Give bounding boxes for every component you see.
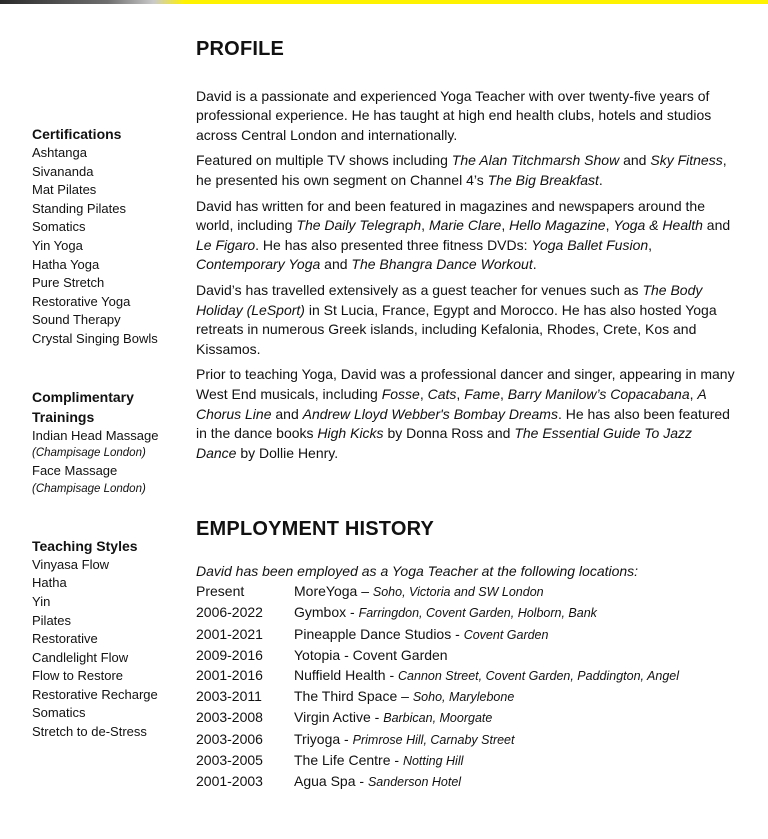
profile-paragraph-4 [196, 281, 736, 359]
venue-name: Gymbox [294, 604, 347, 621]
employment-years: 2001-2021 [196, 625, 263, 642]
employment-years: 2003-2006 [196, 730, 263, 747]
text-run: David’s has travelled extensively as a guest teacher for venues such as [196, 281, 643, 298]
certification-item: Yin Yoga [32, 237, 83, 253]
employment-section [196, 520, 736, 792]
employment-venue [294, 624, 679, 645]
venue-name: The Third Space [294, 688, 398, 705]
sidebar [32, 124, 192, 742]
employment-venue [294, 686, 679, 707]
title-reference: High Kicks [317, 425, 384, 442]
venue-location: Covent Garden [463, 627, 549, 642]
trainings-heading-line2: Trainings [32, 408, 95, 425]
certification-item: Standing Pilates [32, 200, 126, 216]
employment-row [196, 665, 679, 686]
title-reference: Yoga & Health [613, 217, 703, 234]
venue-name: Nuffield Health [294, 667, 386, 683]
teaching-styles-heading: Teaching Styles [32, 537, 138, 554]
text-run: , [648, 236, 653, 253]
employment-row [196, 686, 679, 707]
employment-years: 2003-2005 [196, 751, 263, 768]
teaching-style-item: Stretch to de-Stress [32, 724, 147, 740]
venue-separator: - [346, 604, 359, 621]
employment-venue [294, 645, 679, 665]
certification-item: Mat Pilates [32, 182, 97, 198]
certification-item: Crystal Singing Bowls [32, 330, 158, 346]
employment-venue [294, 665, 679, 686]
employment-row [196, 645, 679, 665]
certifications-heading: Certifications [32, 126, 122, 142]
text-run: and [320, 256, 352, 273]
employment-years: Present [196, 583, 245, 600]
venue-separator: - [355, 773, 368, 790]
venue-separator: - [385, 667, 399, 683]
certification-item: Somatics [32, 219, 86, 235]
employment-intro: David has been employed as a Yoga Teacher at the following locations: [196, 562, 639, 579]
title-reference: Andrew Lloyd Webber's Bombay Dreams [302, 405, 558, 422]
text-run: in St Lucia, France, Egypt and Morocco. He has also hosted Yoga retreats in numerous Greek islands, including Kefalonia, Rhodes, Crete, Kos and Kissamos. [196, 301, 717, 357]
venue-location: Cannon Street, Covent Garden, Paddington, Angel [398, 669, 680, 683]
teaching-style-item: Restorative [32, 631, 98, 647]
employment-years: 2006-2022 [196, 604, 263, 621]
employment-heading: EMPLOYMENT HISTORY [196, 518, 435, 540]
employment-years: 2001-2016 [196, 667, 263, 683]
title-reference: The Bhangra Dance Workout [351, 256, 533, 273]
venue-location: Barbican, Moorgate [383, 711, 493, 726]
text-run: . [598, 171, 603, 188]
text-run: , [456, 385, 465, 402]
profile-section [196, 40, 736, 469]
employment-venue [294, 581, 679, 602]
certification-item: Ashtanga [32, 145, 87, 160]
employment-years: 2003-2008 [196, 709, 263, 726]
text-run: and [271, 405, 303, 422]
text-run: . He has also been featured in the dance books [196, 405, 730, 442]
teaching-style-item: Pilates [32, 612, 72, 628]
top-accent-bar [0, 0, 768, 4]
profile-paragraph-2 [196, 151, 736, 190]
text-run: , [500, 385, 508, 402]
text-run: , [419, 385, 428, 402]
title-reference: Sky Fitness [650, 152, 723, 169]
title-reference: Barry Manilow’s Copacabana [507, 385, 690, 402]
text-run: . He has also presented three fitness DVDs: [255, 236, 532, 253]
profile-heading: PROFILE [196, 38, 285, 60]
venue-name: Agua Spa [294, 773, 356, 790]
venue-separator: - [370, 709, 384, 726]
title-reference: The Alan Titchmarsh Show [451, 152, 620, 169]
training-note: (Champisage London) [32, 447, 146, 460]
text-run: and [702, 217, 731, 234]
title-reference: Le Figaro [196, 236, 256, 253]
venue-separator: - [390, 751, 403, 768]
title-reference: A Chorus Line [196, 385, 707, 422]
employment-row [196, 750, 679, 771]
profile-paragraph-5 [196, 365, 736, 463]
venue-separator: – [397, 688, 413, 705]
title-reference: Fosse [381, 385, 420, 402]
venue-location: Primrose Hill, Carnaby Street [352, 732, 515, 747]
text-run: by Dollie Henry. [236, 444, 339, 461]
text-run: David has written for and been featured in magazines and newspapers around the world, including [196, 197, 705, 234]
text-run: , [421, 217, 429, 234]
employment-years: 2009-2016 [196, 646, 263, 663]
text-run: by Donna Ross and [383, 425, 515, 442]
title-reference: Marie Clare [428, 217, 502, 234]
teaching-style-item: Hatha [32, 575, 67, 591]
venue-separator: – [357, 583, 373, 600]
venue-name: Yotopia - Covent Garden [294, 646, 448, 663]
text-run: , [689, 385, 698, 402]
training-name: Face Massage [32, 463, 118, 479]
training-item [32, 427, 192, 463]
employment-years: 2003-2011 [196, 688, 262, 705]
employment-venue [294, 750, 679, 771]
training-note: (Champisage London) [32, 482, 146, 495]
employment-venue [294, 602, 679, 623]
venue-location: Notting Hill [402, 753, 464, 768]
title-reference: The Body Holiday (LeSport) [196, 281, 703, 318]
venue-location: Soho, Victoria and SW London [372, 585, 544, 600]
teaching-style-item: Somatics [32, 705, 86, 721]
title-reference: Cats [427, 385, 457, 402]
venue-name: Virgin Active [294, 709, 371, 726]
employment-row [196, 602, 679, 623]
training-name: Indian Head Massage [32, 427, 159, 443]
venue-location: Farringdon, Covent Garden, Holborn, Bank [358, 606, 597, 621]
profile-paragraph-3 [196, 197, 736, 275]
certifications-section [32, 124, 192, 349]
employment-row [196, 729, 679, 750]
certification-item: Sivananda [32, 163, 94, 179]
title-reference: The Daily Telegraph [296, 217, 422, 234]
certification-item: Sound Therapy [32, 312, 121, 328]
employment-venue [294, 707, 679, 728]
title-reference: Hello Magazine [509, 217, 606, 234]
training-item [32, 462, 192, 498]
venue-name: The Life Centre [294, 751, 391, 768]
teaching-style-item: Restorative Recharge [32, 686, 158, 702]
title-reference: The Big Breakfast [487, 171, 599, 188]
title-reference: Contemporary Yoga [196, 256, 321, 273]
certification-item: Hatha Yoga [32, 256, 100, 272]
text-run: , [501, 217, 510, 234]
venue-name: Pineapple Dance Studios [294, 625, 452, 642]
title-reference: Fame [464, 385, 500, 402]
employment-row [196, 624, 679, 645]
certification-item: Restorative Yoga [32, 293, 131, 309]
profile-paragraph-1: David is a passionate and experienced Yoga Teacher with over twenty-five years of professional experience. He has taught at high end health clubs, hotels and studios across Central London and internationally. [196, 87, 712, 143]
employment-table [196, 581, 679, 792]
trainings-section [32, 387, 192, 498]
teaching-style-item: Flow to Restore [32, 668, 124, 684]
text-run: . [532, 256, 537, 273]
teaching-style-item: Yin [32, 593, 51, 609]
teaching-style-item: Candlelight Flow [32, 649, 129, 665]
venue-name: MoreYoga [294, 583, 358, 600]
title-reference: Yoga Ballet Fusion [531, 236, 649, 253]
teaching-style-item: Vinyasa Flow [32, 556, 110, 572]
text-run: and [619, 152, 651, 169]
venue-location: Sanderson Hotel [367, 775, 462, 790]
text-run: , he presented his own segment on Channel 4’s [196, 152, 727, 188]
text-run: Featured on multiple TV shows including [196, 152, 452, 169]
venue-separator: - [340, 730, 353, 747]
venue-separator: - [451, 625, 464, 642]
certification-item: Pure Stretch [32, 275, 105, 291]
employment-venue [294, 729, 679, 750]
venue-name: Triyoga [294, 730, 341, 747]
employment-row [196, 771, 679, 792]
employment-venue [294, 771, 679, 792]
employment-row [196, 581, 679, 602]
venue-location: Soho, Marylebone [412, 690, 515, 705]
employment-row [196, 707, 679, 728]
text-run: , [605, 217, 614, 234]
trainings-heading-line1: Complimentary [32, 388, 134, 405]
title-reference: The Essential Guide To Jazz Dance [196, 425, 692, 461]
teaching-styles-section [32, 536, 192, 742]
employment-years: 2001-2003 [196, 773, 263, 790]
text-run: Prior to teaching Yoga, David was a professional dancer and singer, appearing in many West End musicals, including [196, 366, 735, 402]
